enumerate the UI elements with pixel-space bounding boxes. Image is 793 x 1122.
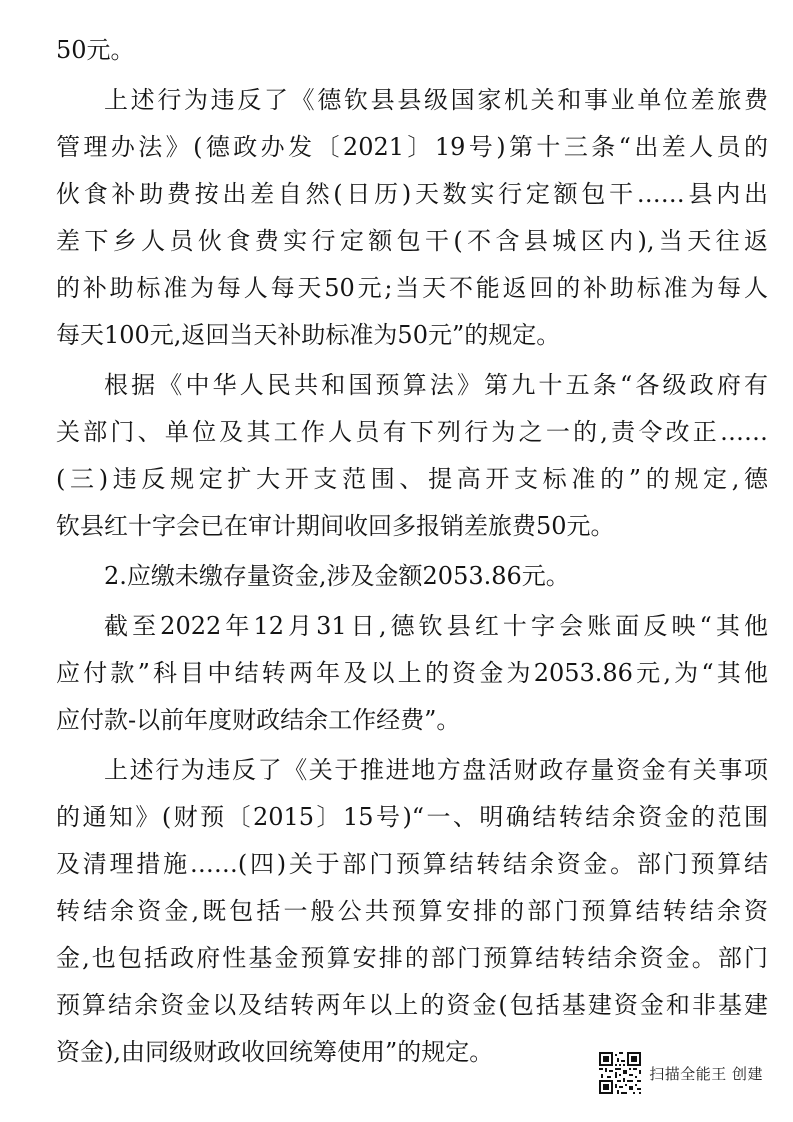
body-text-line: 应付款”科目中结转两年及以上的资金为2053.86元,为“其他 [56,659,768,687]
body-text-line: 50元。 [56,36,135,64]
body-text-line: (三)违反规定扩大开支范围、提高开支标准的”的规定,德 [56,465,768,493]
body-text-line: 伙食补助费按出差自然(日历)天数实行定额包干……县内出 [56,180,768,208]
qr-code-icon [599,1052,641,1094]
body-text-line: 转结余资金,既包括一般公共预算安排的部门预算结转结余资 [56,897,768,925]
paragraph-first-line: 上述行为违反了《德钦县县级国家机关和事业单位差旅费 [104,86,768,114]
scanner-watermark [599,1052,763,1094]
paragraph-first-line: 根据《中华人民共和国预算法》第九十五条“各级政府有 [104,371,768,399]
paragraph-first-line: 截至2022年12月31日,德钦县红十字会账面反映“其他 [104,612,768,640]
body-text-line: 金,也包括政府性基金预算安排的部门预算结转结余资金。部门 [56,944,768,972]
body-text-line: 差下乡人员伙食费实行定额包干(不含县城区内),当天往返 [56,227,768,255]
body-text-line: 的通知》(财预〔2015〕15号)“一、明确结转结余资金的范围 [56,803,768,831]
body-text-line: 管理办法》(德政办发〔2021〕19号)第十三条“出差人员的 [56,133,768,161]
body-text-line: 每天100元,返回当天补助标准为50元”的规定。 [56,321,561,349]
body-text-line: 的补助标准为每人每天50元;当天不能返回的补助标准为每人 [56,274,768,302]
body-text-line: 钦县红十字会已在审计期间收回多报销差旅费50元。 [56,512,615,540]
body-text-line: 预算结余资金以及结转两年以上的资金(包括基建资金和非基建 [56,991,768,1019]
paragraph-first-line: 上述行为违反了《关于推进地方盘活财政存量资金有关事项 [104,756,768,784]
body-text-line: 关部门、单位及其工作人员有下列行为之一的,责令改正…… [56,418,768,446]
body-text-line: 资金),由同级财政收回统筹使用”的规定。 [56,1038,494,1066]
body-text-line: 应付款-以前年度财政结余工作经费”。 [56,706,461,734]
scanner-app-label: 扫描全能王 创建 [649,1064,763,1083]
body-text-line: 及清理措施……(四)关于部门预算结转结余资金。部门预算结 [56,850,768,878]
section-heading: 2.应缴未缴存量资金,涉及金额2053.86元。 [104,562,570,590]
